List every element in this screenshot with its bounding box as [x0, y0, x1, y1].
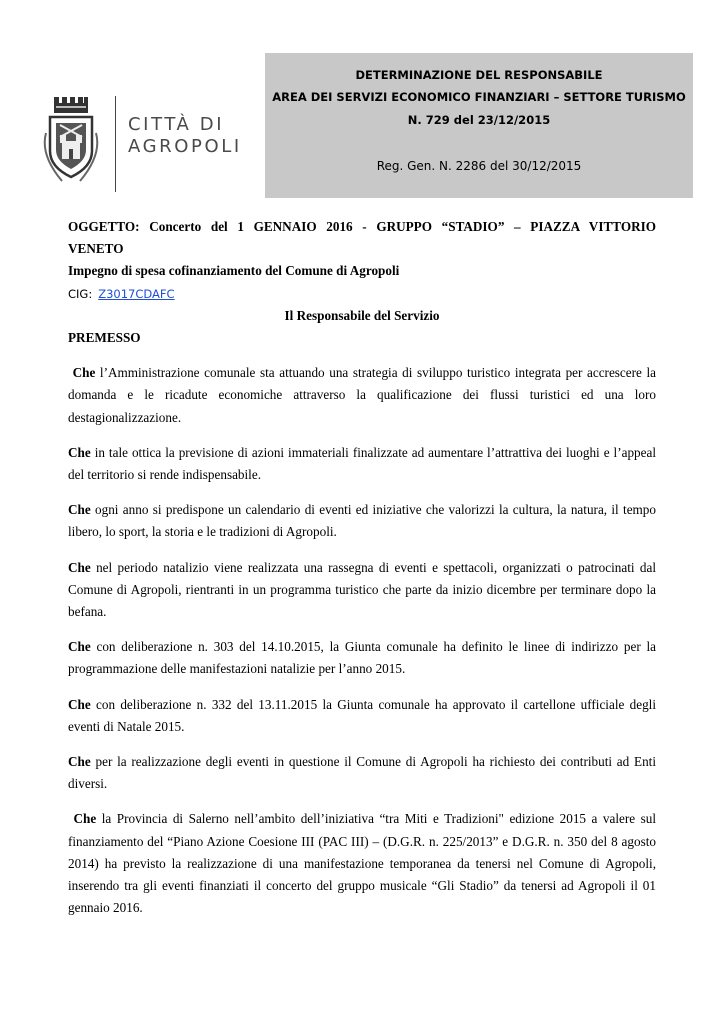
- paragraph: [68, 442, 656, 486]
- document-body: [68, 216, 656, 919]
- paragraph: [68, 499, 656, 543]
- header-registry: Reg. Gen. N. 2286 del 30/12/2015: [376, 159, 582, 173]
- paragraph-text: con deliberazione n. 303 del 14.10.2015, la Giunta comunale ha definito le linee di indirizzo per la programmazione delle manifestazioni natalizie per l’anno 2015.: [68, 639, 656, 677]
- paragraph-lead: Che: [73, 811, 97, 827]
- paragraph-lead: Che: [68, 444, 91, 460]
- cig-row: [68, 283, 656, 305]
- brand-line-1: CITTÀ DI: [128, 114, 225, 135]
- paragraph: [68, 636, 656, 680]
- logo-divider: [115, 96, 116, 192]
- header-title: DETERMINAZIONE DEL RESPONSABILE: [355, 68, 603, 82]
- city-brand: [128, 114, 242, 158]
- paragraph: [68, 694, 656, 738]
- paragraph-text: per la realizzazione degli eventi in questione il Comune di Agropoli ha richiesto dei contributi ad Enti diversi.: [68, 754, 656, 792]
- coat-of-arms-logo: [40, 93, 102, 185]
- paragraph-lead: Che: [72, 365, 96, 381]
- paragraph: [68, 557, 656, 624]
- paragraph-text: in tale ottica la previsione di azioni immateriali finalizzate ad aumentare l’attrattiva dei luoghi e l’appeal del territorio si rende indispensabile.: [68, 444, 656, 483]
- paragraph-lead: Che: [68, 502, 91, 518]
- spending-commitment: Impegno di spesa cofinanziamento del Comune di Agropoli: [68, 263, 400, 279]
- paragraph-lead: Che: [68, 754, 91, 770]
- cig-link[interactable]: Z3017CDAFC: [98, 286, 175, 301]
- cig-label: CIG:: [68, 286, 93, 301]
- service-manager-heading: Il Responsabile del Servizio: [284, 307, 440, 323]
- paragraph-text: con deliberazione n. 332 del 13.11.2015 la Giunta comunale ha approvato il cartellone ufficiale degli eventi di Natale 2015.: [68, 696, 656, 734]
- header-number: N. 729 del 23/12/2015: [407, 113, 551, 127]
- paragraph-text: l’Amministrazione comunale sta attuando una strategia di sviluppo turistico integrata per accrescere la domanda e le ricadute economiche attraverso la qualificazione dei flussi turistici ed una loro destagionalizzazione.: [68, 365, 657, 425]
- premesso-heading: PREMESSO: [68, 330, 141, 346]
- paragraph: [68, 362, 656, 429]
- subject-line-2: VENETO: [68, 241, 124, 257]
- paragraph: [68, 808, 656, 919]
- paragraph: [68, 751, 656, 795]
- determination-header: [265, 53, 693, 198]
- paragraph-text: la Provincia di Salerno nell’ambito dell’iniziativa “tra Miti e Tradizioni" edizione 2015 a valere sul finanziamento del “Piano Azione Coesione III (PAC III) – (D.G.R. n. 225/2013” e D.G.R. n. 350 del 8 agosto 2014) ha previsto la realizzazione di una manifestazione temporanea da tenersi nel Comune di Agropoli, inserendo tra gli eventi finanziati il concerto del gruppo musicale “Gli Stadio” da tenersi ad Agropoli il 01 gennaio 2016.: [68, 811, 657, 916]
- header-area: AREA DEI SERVIZI ECONOMICO FINANZIARI – SETTORE TURISMO: [272, 90, 686, 104]
- paragraph-text: nel periodo natalizio viene realizzata una rassegna di eventi e spettacoli, organizzati o patrocinati dal Comune di Agropoli, rientranti in un programma turistico che parte da inizio dicembre per terminare dopo la befana.: [68, 559, 656, 620]
- paragraph-lead: Che: [68, 559, 91, 575]
- paragraph-lead: Che: [68, 639, 91, 655]
- paragraph-text: ogni anno si predispone un calendario di eventi ed iniziative che valorizzi la cultura, la natura, il tempo libero, lo sport, la storia e le tradizioni di Agropoli.: [68, 502, 656, 540]
- paragraph-lead: Che: [68, 696, 91, 712]
- subject-line: OGGETTO: Concerto del 1 GENNAIO 2016 - GRUPPO “STADIO” – PIAZZA VITTORIO: [68, 219, 656, 234]
- brand-line-2: AGROPOLI: [128, 136, 242, 157]
